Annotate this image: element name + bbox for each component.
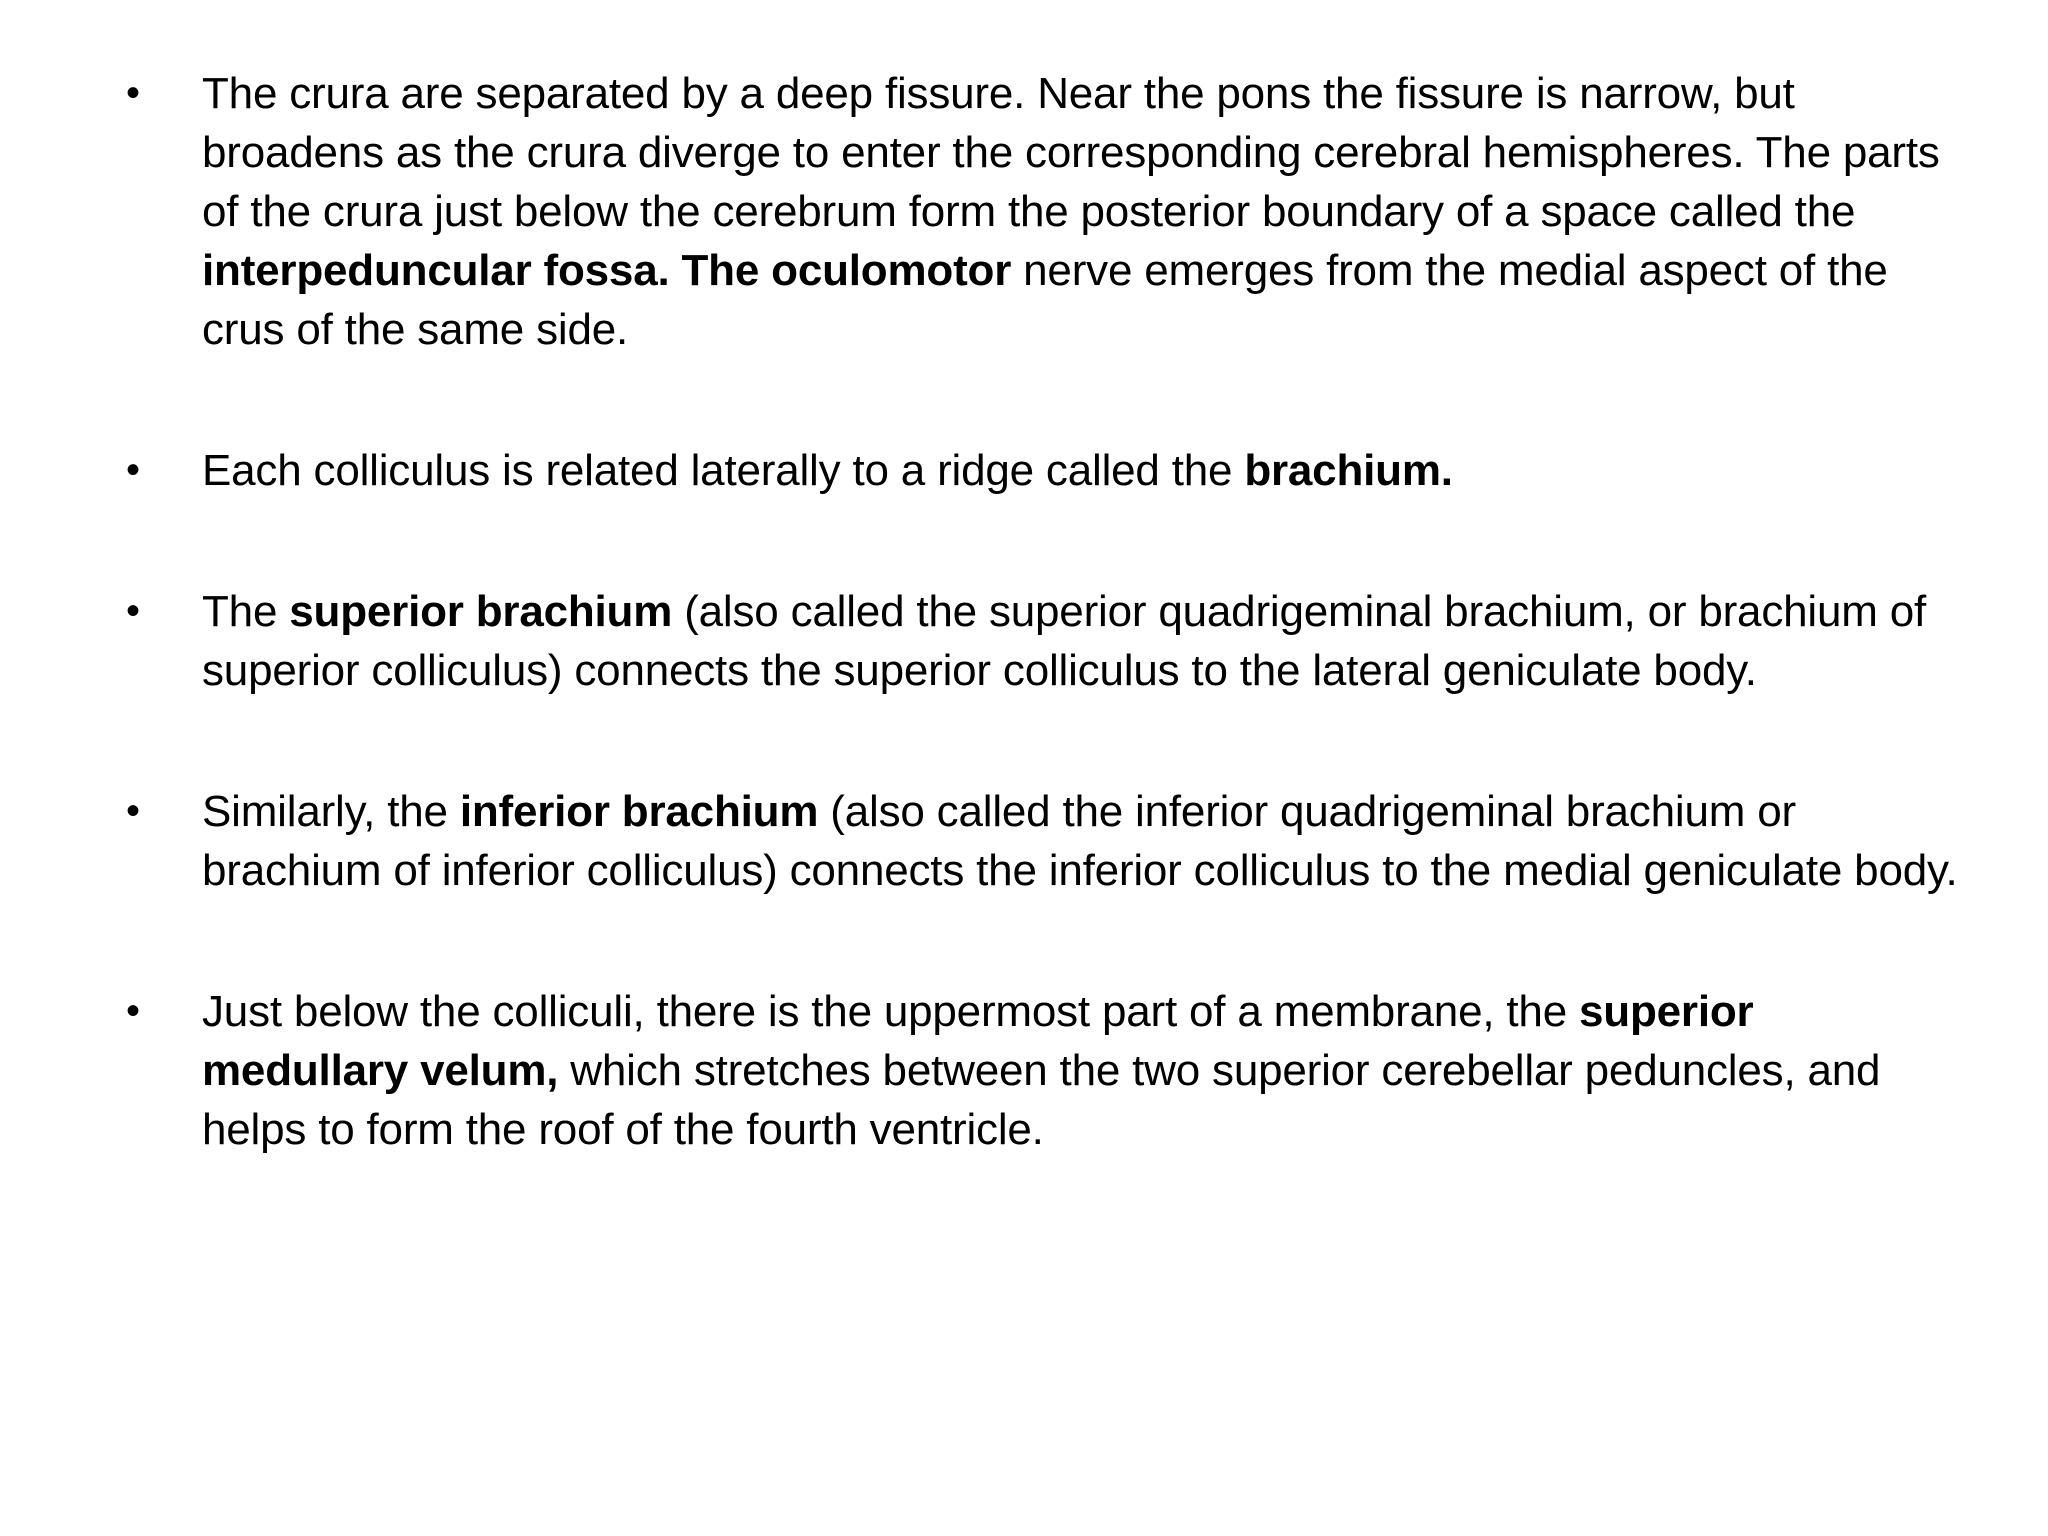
text-segment: Each colliculus is related laterally to a ridge called the <box>202 446 1245 495</box>
bullet-item <box>118 582 1958 700</box>
bullet-marker: • <box>126 789 140 833</box>
bold-term: superior brachium <box>289 587 673 636</box>
text-segment: nerve emerges from the medial aspect of the crus of the same side. <box>202 246 1888 354</box>
bullet-item <box>118 441 1958 500</box>
bullet-list <box>118 64 1958 1241</box>
bullet-marker: • <box>126 989 140 1033</box>
bold-term: superior medullary velum, <box>202 987 1754 1095</box>
bullet-text <box>202 587 1926 695</box>
bullet-text <box>202 446 1453 495</box>
bullet-marker: • <box>126 448 140 492</box>
bullet-item <box>118 64 1958 359</box>
text-segment: (also called the superior quadrigeminal brachium, or brachium of superior colliculus) connects the superior colliculus to the lateral geniculate body. <box>202 587 1927 695</box>
bullet-item <box>118 982 1958 1159</box>
bullet-text <box>202 787 1958 895</box>
text-segment: Similarly, the <box>202 787 460 836</box>
text-segment: The <box>202 587 290 636</box>
bold-term: interpeduncular fossa. The oculomotor <box>202 246 1012 295</box>
bold-term: inferior brachium <box>459 787 819 836</box>
text-segment: The crura are separated by a deep fissure. Near the pons the fissure is narrow, but broadens as the crura diverge to enter the corresponding cerebral hemispheres. The parts of the crura just below the cerebrum form the posterior boundary of a space called the <box>202 69 1940 236</box>
bullet-text <box>202 987 1880 1154</box>
text-segment: Just below the colliculi, there is the uppermost part of a membrane, the <box>202 987 1579 1036</box>
bullet-text <box>202 69 1940 354</box>
bullet-marker: • <box>126 589 140 633</box>
text-segment: which stretches between the two superior cerebellar peduncles, and helps to form the roof of the fourth ventricle. <box>202 1046 1881 1154</box>
bullet-marker: • <box>126 71 140 115</box>
bold-term: brachium. <box>1244 446 1453 495</box>
bullet-item <box>118 782 1958 900</box>
text-segment: (also called the inferior quadrigeminal brachium or brachium of inferior colliculus) connects the inferior colliculus to the medial geniculate body. <box>202 787 1958 895</box>
